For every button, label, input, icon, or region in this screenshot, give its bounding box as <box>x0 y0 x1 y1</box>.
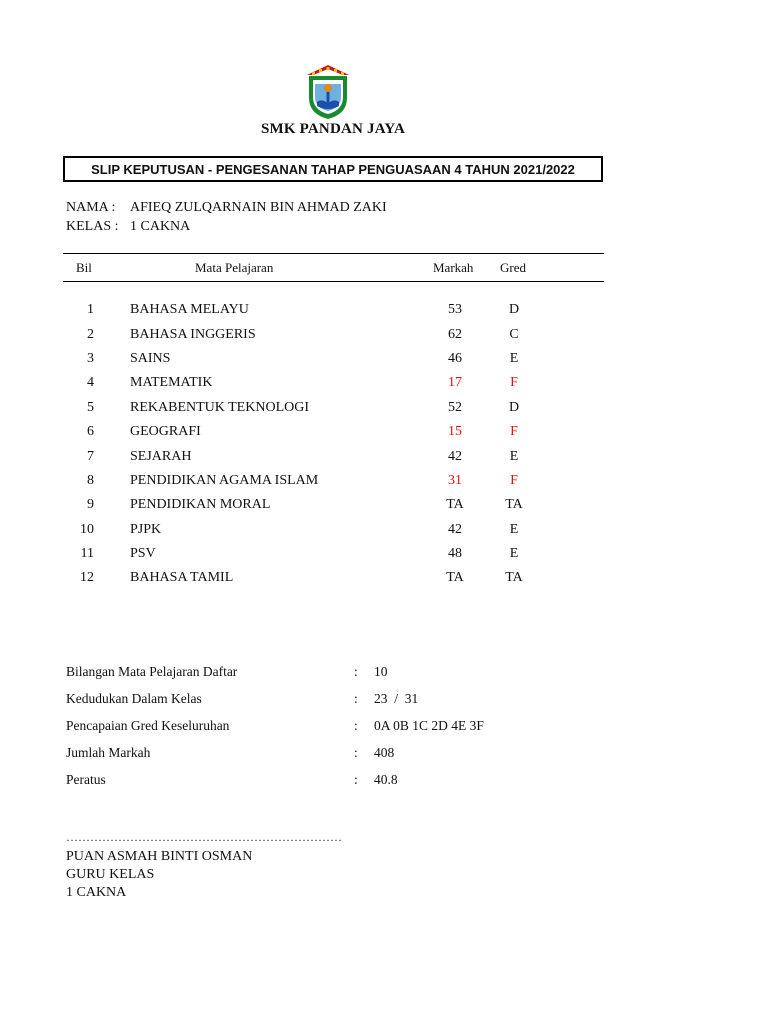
signature-line: …………………………………………………………… <box>66 830 342 844</box>
header-bil: Bil <box>76 260 92 275</box>
table-header-rule <box>63 281 604 282</box>
row-bil: 4 <box>87 375 94 390</box>
row-bil: 11 <box>80 546 94 561</box>
row-grade: E <box>509 351 519 366</box>
table-row <box>0 351 768 371</box>
table-row <box>0 302 768 322</box>
summary-row <box>0 772 768 792</box>
colon: : <box>354 718 358 733</box>
colon: : <box>354 691 358 706</box>
row-subject: MATEMATIK <box>130 375 213 390</box>
row-mark: TA <box>446 497 464 512</box>
student-class-line <box>66 219 190 235</box>
colon: : <box>354 772 358 787</box>
row-mark: 17 <box>448 375 462 390</box>
row-subject: PJPK <box>130 522 162 537</box>
summary-row <box>0 691 768 711</box>
row-bil: 12 <box>80 570 94 585</box>
row-mark: 62 <box>448 327 462 342</box>
row-mark: 42 <box>448 522 462 537</box>
header-grade: Gred <box>500 260 526 275</box>
teacher-class: 1 CAKNA <box>66 885 127 900</box>
row-grade: C <box>509 327 519 342</box>
row-grade: TA <box>505 497 523 512</box>
school-name: SMK PANDAN JAYA <box>260 121 406 137</box>
header-subject: Mata Pelajaran <box>195 260 274 275</box>
row-grade: F <box>510 473 518 488</box>
row-bil: 10 <box>80 522 94 537</box>
summary-row <box>0 664 768 684</box>
row-subject: PENDIDIKAN MORAL <box>130 497 271 512</box>
row-grade: E <box>509 449 519 464</box>
row-subject: BAHASA INGGERIS <box>130 327 256 342</box>
row-grade: F <box>510 375 518 390</box>
slip-title-box <box>63 156 603 182</box>
row-grade: D <box>508 302 520 317</box>
row-mark: 53 <box>448 302 462 317</box>
table-row <box>0 400 768 420</box>
table-row <box>0 522 768 542</box>
row-mark: 42 <box>448 449 462 464</box>
name-label: NAMA : <box>66 200 116 215</box>
summary-row <box>0 718 768 738</box>
class-label: KELAS : <box>66 219 119 234</box>
row-grade: D <box>508 400 520 415</box>
table-row <box>0 497 768 517</box>
row-grade: TA <box>505 570 523 585</box>
header-mark: Markah <box>433 260 474 275</box>
row-grade: E <box>509 546 519 561</box>
row-bil: 2 <box>87 327 94 342</box>
teacher-role: GURU KELAS <box>66 867 155 882</box>
row-bil: 1 <box>87 302 94 317</box>
row-bil: 6 <box>87 424 94 439</box>
school-crest-logo <box>303 64 353 120</box>
row-subject: PENDIDIKAN AGAMA ISLAM <box>130 473 319 488</box>
row-mark: 48 <box>448 546 462 561</box>
subjects-registered-value: 10 <box>374 664 388 679</box>
table-row <box>0 375 768 395</box>
row-bil: 8 <box>87 473 94 488</box>
table-row <box>0 449 768 469</box>
row-mark: 46 <box>448 351 462 366</box>
row-subject: BAHASA MELAYU <box>130 302 249 317</box>
overall-grade-label: Pencapaian Gred Keseluruhan <box>66 718 230 733</box>
row-bil: 7 <box>87 449 94 464</box>
overall-grade-value: 0A 0B 1C 2D 4E 3F <box>374 718 484 733</box>
table-top-rule <box>63 253 604 254</box>
row-bil: 3 <box>87 351 94 366</box>
teacher-name: PUAN ASMAH BINTI OSMAN <box>66 849 253 864</box>
total-marks-value: 408 <box>374 745 395 760</box>
class-position-label: Kedudukan Dalam Kelas <box>66 691 202 706</box>
row-subject: PSV <box>130 546 156 561</box>
summary-row <box>0 745 768 765</box>
row-grade: F <box>510 424 518 439</box>
table-row <box>0 473 768 493</box>
row-mark: TA <box>446 570 464 585</box>
table-row <box>0 424 768 444</box>
row-mark: 15 <box>448 424 462 439</box>
class-position-value: 23 / 31 <box>374 691 419 706</box>
percentage-value: 40.8 <box>374 772 398 787</box>
row-subject: GEOGRAFI <box>130 424 201 439</box>
student-name: AFIEQ ZULQARNAIN BIN AHMAD ZAKI <box>130 200 387 215</box>
table-row <box>0 546 768 566</box>
row-subject: SEJARAH <box>130 449 192 464</box>
percentage-label: Peratus <box>66 772 106 787</box>
row-bil: 5 <box>87 400 94 415</box>
table-row <box>0 327 768 347</box>
row-subject: SAINS <box>130 351 171 366</box>
colon: : <box>354 664 358 679</box>
student-name-line <box>66 200 387 216</box>
total-marks-label: Jumlah Markah <box>66 745 151 760</box>
row-subject: BAHASA TAMIL <box>130 570 234 585</box>
subjects-registered-label: Bilangan Mata Pelajaran Daftar <box>66 664 238 679</box>
row-bil: 9 <box>87 497 94 512</box>
row-mark: 52 <box>448 400 462 415</box>
row-mark: 31 <box>448 473 462 488</box>
slip-title: SLIP KEPUTUSAN - PENGESANAN TAHAP PENGUASAAN 4 TAHUN 2021/2022 <box>91 161 575 177</box>
row-grade: E <box>509 522 519 537</box>
row-subject: REKABENTUK TEKNOLOGI <box>130 400 309 415</box>
table-row <box>0 570 768 590</box>
colon: : <box>354 745 358 760</box>
student-class: 1 CAKNA <box>130 219 191 234</box>
